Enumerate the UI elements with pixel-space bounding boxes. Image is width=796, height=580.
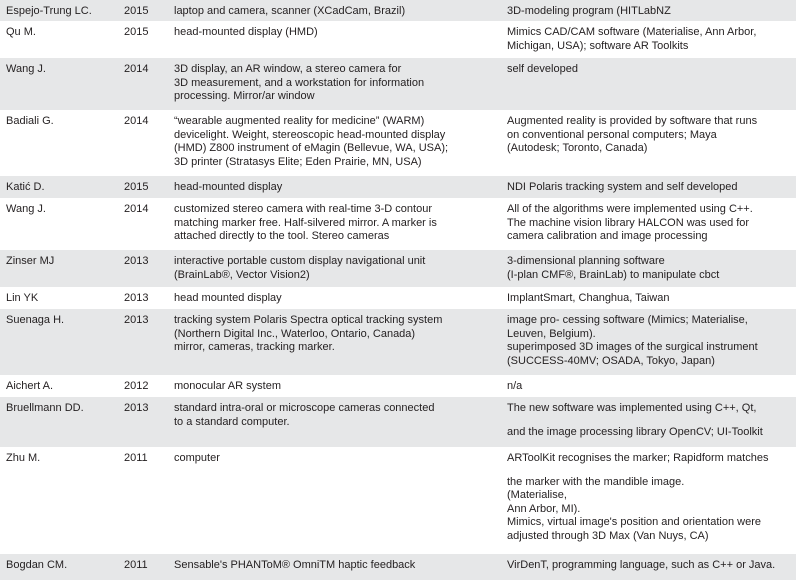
software-line: adjusted through 3D Max (Van Nuys, CA) bbox=[507, 529, 709, 542]
device-line: tracking system Polaris Spectra optical tracking system bbox=[174, 314, 443, 326]
author-cell: Bogdan CM. bbox=[6, 559, 68, 571]
software-cell bbox=[507, 559, 792, 573]
table-row bbox=[0, 250, 796, 287]
software-line: Ann Arbor, MI). bbox=[507, 502, 581, 515]
device-line: 3D printer (Stratasys Elite; Eden Prairie, MN, USA) bbox=[174, 155, 422, 168]
device-cell bbox=[174, 5, 494, 19]
software-cell bbox=[507, 255, 792, 282]
table-row bbox=[0, 58, 796, 110]
software-line: The new software was implemented using C++, Qt, bbox=[507, 402, 757, 414]
software-cell bbox=[507, 5, 792, 19]
software-cell bbox=[507, 115, 792, 156]
software-cell bbox=[507, 181, 792, 195]
software-cell bbox=[507, 380, 792, 394]
software-line: (Materialise, bbox=[507, 489, 567, 501]
year-cell: 2014 bbox=[124, 203, 149, 215]
device-line: monocular AR system bbox=[174, 380, 281, 392]
software-cell bbox=[507, 402, 792, 439]
software-cell bbox=[507, 63, 792, 77]
software-line: 3D-modeling program (HITLabNZ bbox=[507, 5, 671, 17]
table-row bbox=[0, 554, 796, 580]
year-cell: 2011 bbox=[124, 452, 148, 464]
software-line: VirDenT, programming language, such as C++ or Java. bbox=[507, 559, 776, 571]
software-line: (Autodesk; Toronto, Canada) bbox=[507, 142, 648, 154]
software-line: image pro- cessing software (Mimics; Materialise, bbox=[507, 314, 748, 326]
author-cell: Suenaga H. bbox=[6, 314, 65, 326]
device-line: 3D measurement, and a workstation for information bbox=[174, 76, 425, 89]
device-line: to a standard computer. bbox=[174, 415, 290, 428]
table-row bbox=[0, 198, 796, 250]
software-line: 3-dimensional planning software bbox=[507, 255, 665, 267]
software-line: camera calibration and image processing bbox=[507, 230, 708, 242]
device-cell bbox=[174, 559, 494, 573]
year-cell: 2014 bbox=[124, 63, 149, 75]
software-line: the marker with the mandible image. bbox=[507, 475, 685, 488]
author-cell: Katić D. bbox=[6, 181, 45, 193]
author-cell: Zinser MJ bbox=[6, 255, 55, 267]
device-line: devicelight. Weight, stereoscopic head-mounted display bbox=[174, 128, 446, 141]
table-row bbox=[0, 375, 796, 397]
device-line: matching marker free. Half-silvered mirror. A marker is bbox=[174, 216, 437, 229]
author-cell: Wang J. bbox=[6, 203, 46, 215]
author-cell: Bruellmann DD. bbox=[6, 402, 84, 414]
author-cell: Wang J. bbox=[6, 63, 46, 75]
software-line: and the image processing library OpenCV; UI-Toolkit bbox=[507, 425, 763, 438]
software-cell bbox=[507, 26, 792, 53]
device-cell bbox=[174, 402, 494, 429]
year-cell: 2015 bbox=[124, 181, 149, 193]
device-line: laptop and camera, scanner (XCadCam, Brazil) bbox=[174, 5, 406, 17]
table-row bbox=[0, 309, 796, 375]
line-gap bbox=[507, 466, 792, 476]
table-row bbox=[0, 447, 796, 554]
device-line: mirror, cameras, tracking marker. bbox=[174, 341, 335, 353]
software-line: Mimics CAD/CAM software (Materialise, Ann Arbor, bbox=[507, 26, 757, 38]
author-cell: Aichert A. bbox=[6, 380, 54, 392]
year-cell: 2013 bbox=[124, 292, 149, 304]
device-cell bbox=[174, 255, 494, 282]
software-cell bbox=[507, 292, 792, 306]
device-line: standard intra-oral or microscope cameras connected bbox=[174, 402, 435, 414]
software-line: self developed bbox=[507, 63, 578, 75]
software-line: n/a bbox=[507, 380, 523, 392]
year-cell: 2013 bbox=[124, 255, 149, 267]
software-cell bbox=[507, 452, 792, 543]
device-line: computer bbox=[174, 452, 220, 464]
author-cell: Lin YK bbox=[6, 292, 39, 304]
table-row bbox=[0, 21, 796, 58]
software-line: Augmented reality is provided by software that runs bbox=[507, 115, 758, 127]
software-line: Michigan, USA); software AR Toolkits bbox=[507, 39, 689, 52]
device-line: interactive portable custom display navigational unit bbox=[174, 255, 426, 267]
software-cell bbox=[507, 203, 792, 244]
author-cell: Zhu M. bbox=[6, 452, 41, 464]
software-line: All of the algorithms were implemented using C++. bbox=[507, 203, 753, 215]
device-cell bbox=[174, 181, 494, 195]
device-line: (HMD) Z800 instrument of eMagin (Bellevue, WA, USA); bbox=[174, 142, 449, 154]
device-line: “wearable augmented reality for medicine” (WARM) bbox=[174, 115, 425, 127]
device-cell bbox=[174, 380, 494, 394]
year-cell: 2013 bbox=[124, 314, 149, 326]
software-line: Leuven, Belgium). bbox=[507, 327, 596, 340]
device-cell bbox=[174, 26, 494, 40]
device-cell bbox=[174, 203, 494, 244]
device-line: attached directly to the tool. Stereo cameras bbox=[174, 230, 390, 242]
device-line: (BrainLab®, Vector Vision2) bbox=[174, 268, 310, 281]
software-line: superimposed 3D images of the surgical instrument bbox=[507, 341, 758, 353]
device-cell bbox=[174, 452, 494, 466]
year-cell: 2013 bbox=[124, 402, 149, 414]
device-cell bbox=[174, 314, 494, 355]
device-line: head-mounted display bbox=[174, 181, 283, 193]
device-cell bbox=[174, 63, 494, 104]
device-line: processing. Mirror/ar window bbox=[174, 90, 315, 102]
year-cell: 2015 bbox=[124, 5, 149, 17]
software-line: (SUCCESS-40MV; OSADA, Tokyo, Japan) bbox=[507, 354, 715, 367]
software-line: NDI Polaris tracking system and self developed bbox=[507, 181, 738, 193]
year-cell: 2014 bbox=[124, 115, 149, 127]
device-cell bbox=[174, 115, 494, 169]
device-line: (Northern Digital Inc., Waterloo, Ontario, Canada) bbox=[174, 327, 416, 340]
device-cell bbox=[174, 292, 494, 306]
author-cell: Badiali G. bbox=[6, 115, 54, 127]
software-cell bbox=[507, 314, 792, 368]
table-row bbox=[0, 287, 796, 309]
table-row bbox=[0, 397, 796, 447]
software-line: (I-plan CMF®, BrainLab) to manipulate cbct bbox=[507, 268, 720, 281]
software-line: ARToolKit recognises the marker; Rapidform matches bbox=[507, 452, 769, 464]
table-row bbox=[0, 0, 796, 21]
device-line: Sensable's PHANToM® OmniTM haptic feedback bbox=[174, 559, 416, 571]
year-cell: 2015 bbox=[124, 26, 149, 38]
year-cell: 2011 bbox=[124, 559, 148, 571]
device-line: customized stereo camera with real-time 3-D contour bbox=[174, 203, 432, 215]
software-line: ImplantSmart, Changhua, Taiwan bbox=[507, 292, 670, 304]
software-line: Mimics, virtual image's position and orientation were bbox=[507, 516, 761, 528]
device-line: head-mounted display (HMD) bbox=[174, 26, 318, 38]
device-line: head mounted display bbox=[174, 292, 282, 304]
software-line: on conventional personal computers; Maya bbox=[507, 128, 717, 141]
line-gap bbox=[507, 416, 792, 426]
author-cell: Espejo-Trung LC. bbox=[6, 5, 92, 17]
table-row bbox=[0, 110, 796, 176]
software-line: The machine vision library HALCON was used for bbox=[507, 216, 750, 229]
author-cell: Qu M. bbox=[6, 26, 36, 38]
year-cell: 2012 bbox=[124, 380, 149, 392]
table-row bbox=[0, 176, 796, 198]
device-line: 3D display, an AR window, a stereo camera for bbox=[174, 63, 402, 75]
